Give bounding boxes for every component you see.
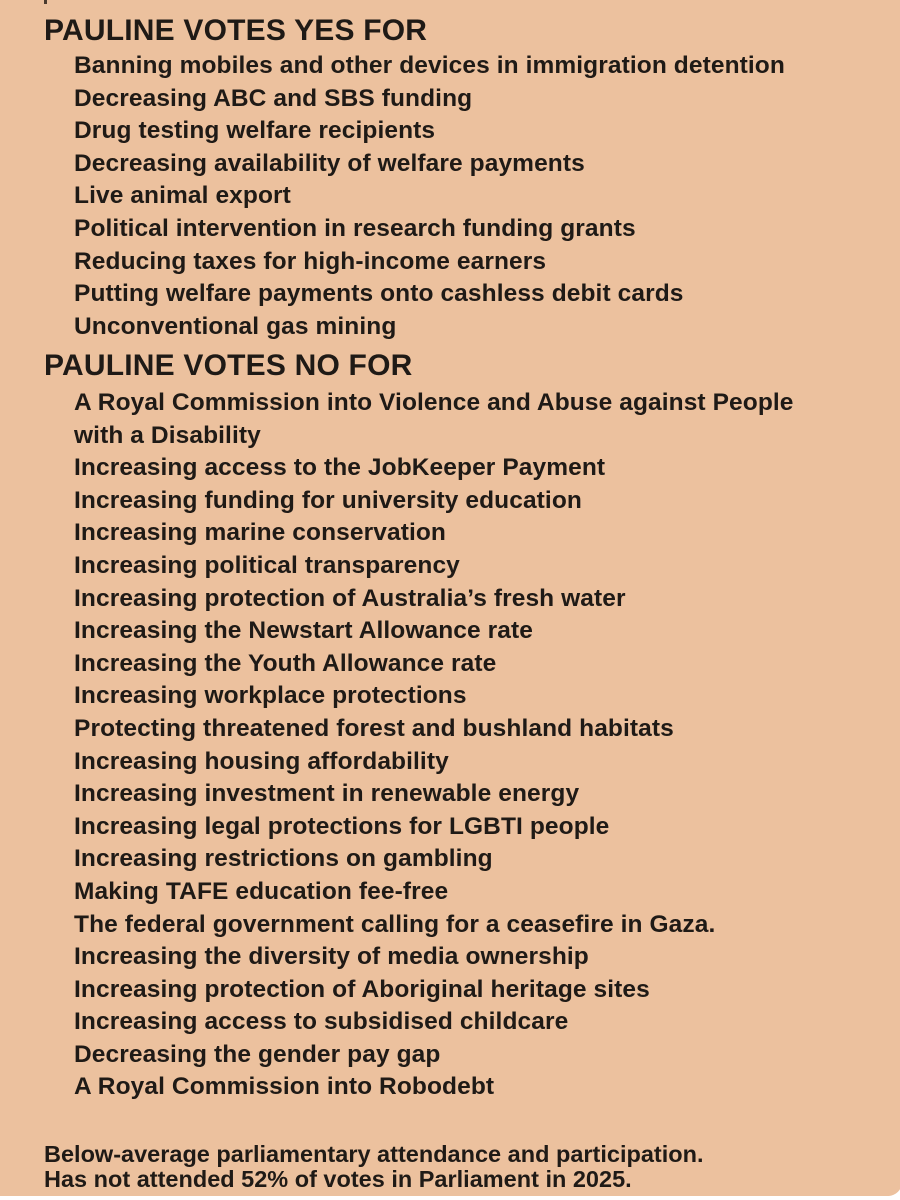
yes-votes-list xyxy=(74,50,785,343)
list-item: Political intervention in research funding grants xyxy=(74,214,636,242)
list-item: Increasing the diversity of media ownership xyxy=(74,943,589,971)
list-item: Increasing political transparency xyxy=(74,551,460,579)
list-item: Increasing marine conservation xyxy=(74,519,446,547)
list-item: Reducing taxes for high-income earners xyxy=(74,247,547,275)
list-item: Increasing legal protections for LGBTI people xyxy=(74,812,610,840)
list-item: Increasing protection of Aboriginal heritage sites xyxy=(74,975,650,1003)
list-item: with a Disability xyxy=(74,421,261,449)
yes-votes-heading: PAULINE VOTES YES FOR xyxy=(44,14,428,47)
list-item: The federal government calling for a ceasefire in Gaza. xyxy=(74,910,716,938)
list-item: Increasing protection of Australia’s fresh water xyxy=(74,584,626,612)
list-item: Increasing funding for university education xyxy=(74,486,582,514)
attendance-note xyxy=(44,1142,704,1192)
list-item: Protecting threatened forest and bushland habitats xyxy=(74,714,674,742)
attendance-line: Below-average parliamentary attendance and participation. xyxy=(44,1141,704,1167)
list-item: Increasing restrictions on gambling xyxy=(74,845,493,873)
list-item: Decreasing availability of welfare payments xyxy=(74,149,585,177)
list-item: Increasing the Youth Allowance rate xyxy=(74,649,497,677)
list-item: Decreasing the gender pay gap xyxy=(74,1040,441,1068)
list-item: Increasing housing affordability xyxy=(74,747,449,775)
list-item: Increasing access to subsidised childcare xyxy=(74,1008,569,1036)
top-edge-mark xyxy=(44,0,47,4)
list-item: Decreasing ABC and SBS funding xyxy=(74,84,473,112)
list-item: Putting welfare payments onto cashless debit cards xyxy=(74,280,684,308)
list-item: Increasing workplace protections xyxy=(74,682,467,710)
list-item: Banning mobiles and other devices in immigration detention xyxy=(74,52,785,79)
list-item: Increasing the Newstart Allowance rate xyxy=(74,617,534,645)
no-votes-list xyxy=(74,387,794,1104)
list-item: A Royal Commission into Violence and Abuse against People xyxy=(74,389,794,416)
list-item: Making TAFE education fee-free xyxy=(74,877,449,905)
list-item: Drug testing welfare recipients xyxy=(74,117,436,145)
list-item: Live animal export xyxy=(74,182,291,210)
no-votes-heading: PAULINE VOTES NO FOR xyxy=(44,349,413,382)
attendance-line: Has not attended 52% of votes in Parliament in 2025. xyxy=(44,1166,632,1192)
list-item: Unconventional gas mining xyxy=(74,312,397,340)
list-item: Increasing access to the JobKeeper Payment xyxy=(74,454,606,482)
list-item: A Royal Commission into Robodebt xyxy=(74,1073,495,1101)
list-item: Increasing investment in renewable energy xyxy=(74,780,580,808)
